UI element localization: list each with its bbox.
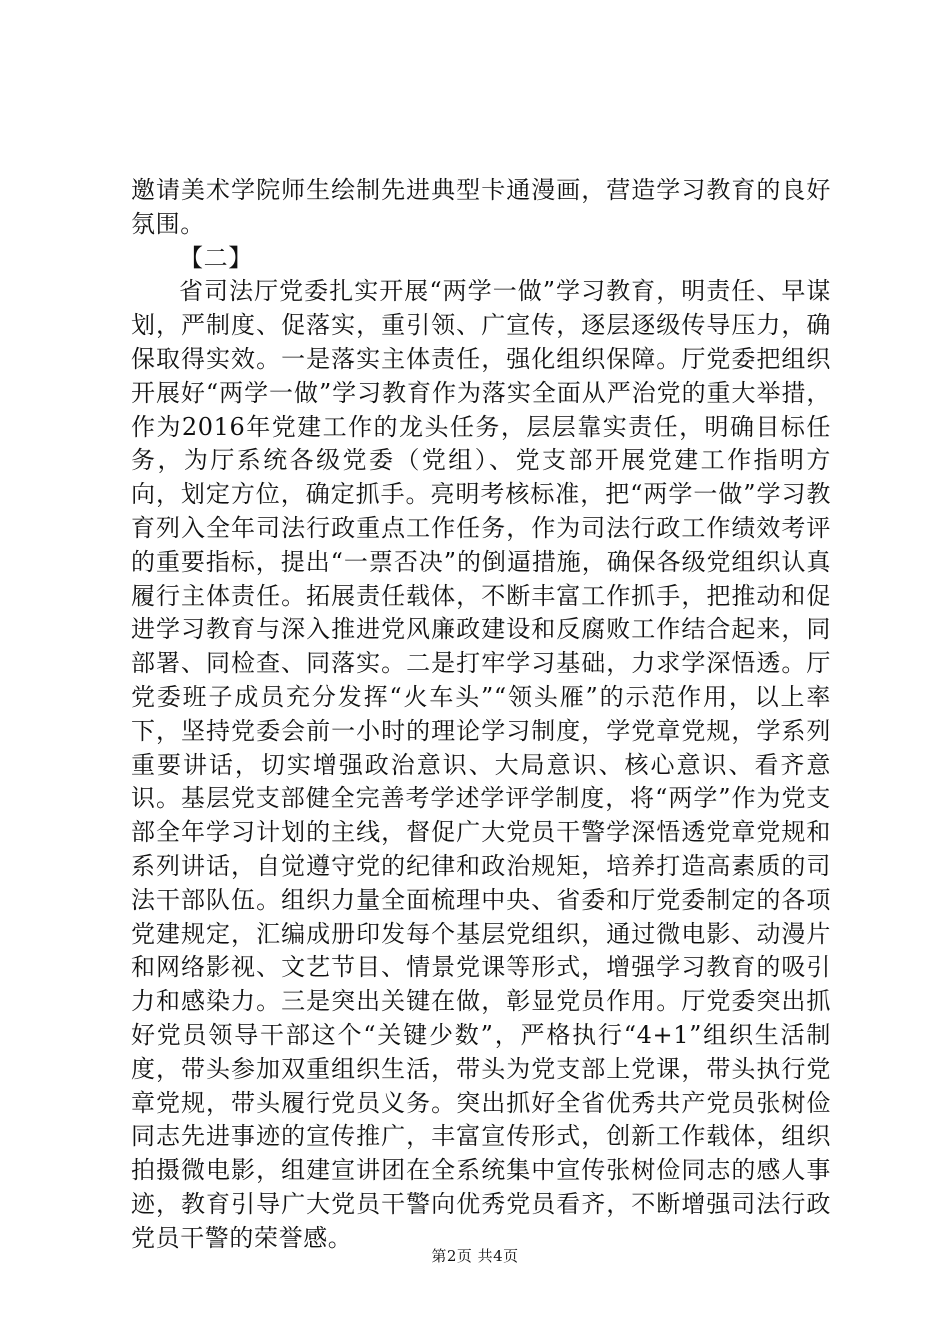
section-heading: 【二】 [179, 243, 253, 272]
page-number-footer: 第2页 共4页 [431, 1247, 519, 1265]
document-body [131, 174, 831, 1256]
paragraph-main: 省司法厅党委扎实开展“两学一做”学习教育，明责任、早谋划，严制度、促落实，重引领、广宣传，逐层逐级传导压力，确保取得实效。一是落实主体责任，强化组织保障。厅党委把组织开展好“两学一做”学习教育作为落实全面从严治党的重大举措，作为2016年党建工作的龙头任务，层层靠实责任，明确目标任务，为厅系统各级党委（党组）、党支部开展党建工作指明方向，划定方位，确定抓手。亮明考核标准，把“两学一做”学习教育列入全年司法行政重点工作任务，作为司法行政工作绩效考评的重要指标，提出“一票否决”的倒逼措施，确保各级党组织认真履行主体责任。拓展责任载体，不断丰富工作抓手，把推动和促进学习教育与深入推进党风廉政建设和反腐败工作结合起来，同部署、同检查、同落实。二是打牢学习基础，力求学深悟透。厅党委班子成员充分发挥“火车头”“领头雁”的示范作用，以上率下，坚持党委会前一小时的理论学习制度，学党章党规，学系列重要讲话，切实增强政治意识、大局意识、核心意识、看齐意识。基层党支部健全完善考学述学评学制度，将“两学”作为党支部全年学习计划的主线，督促广大党员干警学深悟透党章党规和系列讲话，自觉遵守党的纪律和政治规矩，培养打造高素质的司法干部队伍。组织力量全面梳理中央、省委和厅党委制定的各项党建规定，汇编成册印发每个基层党组织，通过微电影、动漫片和网络影视、文艺节目、情景党课等形式，增强学习教育的吸引力和感染力。三是突出关键在做，彰显党员作用。厅党委突出抓好党员领导干部这个“关键少数”，严格执行“4+1”组织生活制度，带头参加双重组织生活，带头为党支部上党课，带头执行党章党规，带头履行党员义务。突出抓好全省优秀共产党员张树俭同志先进事迹的宣传推广，丰富宣传形式，创新工作载体，组织拍摄微电影，组建宣讲团在全系统集中宣传张树俭同志的感人事迹，教育引导广大党员干警向优秀党员看齐，不断增强司法行政党员干警的荣誉感。 [131, 277, 831, 1252]
paragraph-continuation: 邀请美术学院师生绘制先进典型卡通漫画，营造学习教育的良好氛围。 [131, 176, 831, 238]
